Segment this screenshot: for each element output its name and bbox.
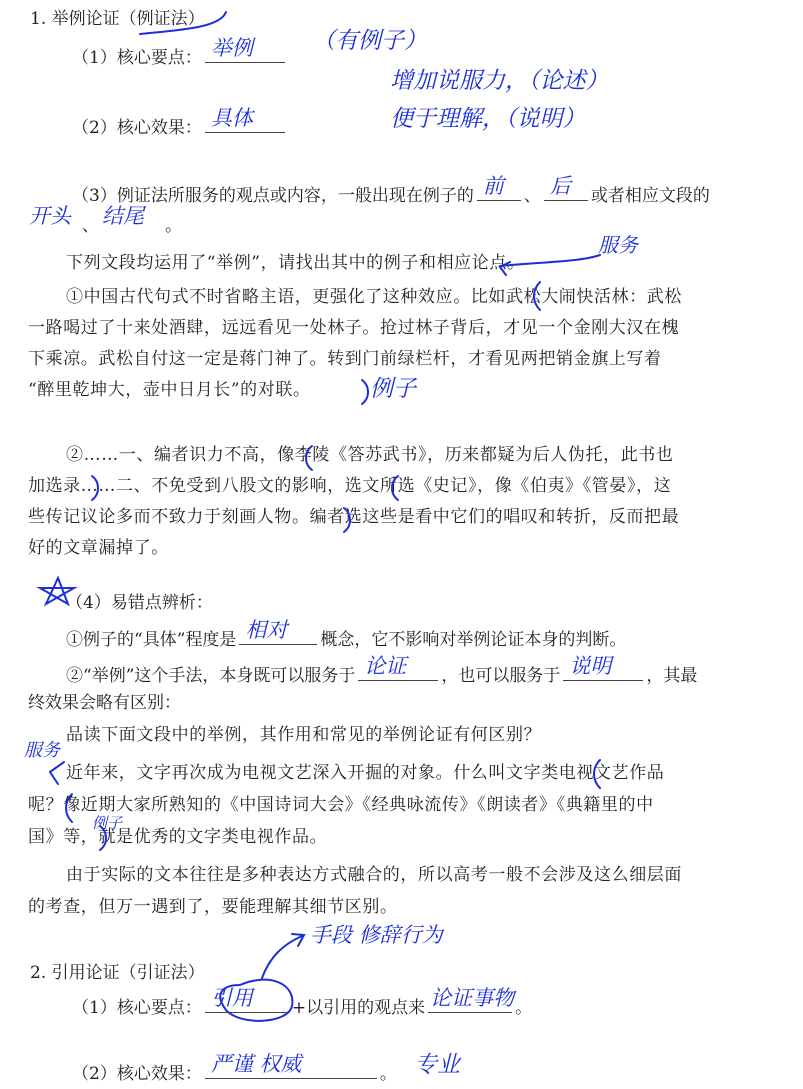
item3-end: 。 (165, 216, 182, 236)
s4-line2-mid: ，也可以服务于 (441, 666, 561, 686)
note-example-1: 例子 (370, 376, 416, 402)
s4-p-line3: 国》等，就是优秀的文字类电视作品。 (28, 827, 328, 847)
s4-line2-prefix: ②“举例”这个手法，本身既可以服务于 (66, 666, 356, 686)
s4-c-line1: 由于实际的文本往往是多种表达方式融合的，所以高考一般不会涉及这么细层面 (66, 865, 682, 885)
s4-p-line1: 近年来，文字再次成为电视文艺深入开掘的对象。什么叫文字类电视文艺作品 (66, 763, 665, 783)
s2-item1-label: （1）核心要点： (72, 998, 202, 1018)
p2-line2: 加选录……二、不免受到八股文的影响，选文所选《史记》，像《伯夷》《管晏》，这 (28, 476, 672, 496)
item3-answer3: 开头 (29, 204, 71, 228)
s4-line2-suffix: ，其最 (646, 666, 698, 686)
paren-7-mark (594, 760, 600, 788)
s2-item1-answer: 引用 (210, 986, 253, 1010)
paren-4-mark (92, 476, 98, 500)
section2-title: 2. 引用论证（引证法） (30, 963, 205, 983)
item1-note: （有例子） (312, 28, 427, 54)
item3-answer1: 前 (482, 174, 504, 198)
item3-prefix: （3）例证法所服务的观点或内容，一般出现在例子的 (72, 186, 474, 206)
s4-line1-answer: 相对 (245, 618, 288, 642)
item3-answer2: 后 (549, 174, 571, 198)
note-example-2: 例子 (92, 814, 123, 832)
p1-line1: ①中国古代句式不时省略主语，更强化了这种效应。比如武松大闹快活林：武松 (66, 287, 682, 307)
arrow-up-mark (262, 934, 304, 978)
item2-label: （2）核心效果： (72, 118, 202, 138)
s2-item2-label: （2）核心效果： (72, 1064, 202, 1084)
paren-2-mark (362, 380, 368, 404)
s4-line2-answer2: 说明 (569, 654, 612, 678)
p1-line2: 一路喝过了十来处酒肆，远远看见一处林子。抢过林子背后，才见一个金刚大汉在槐 (28, 318, 680, 338)
s4-line1-prefix: ①例子的“具体”程度是 (66, 630, 237, 650)
p1-line3: 下乘凉。武松自付这一定是蒋门神了。转到门前绿栏杆，才看见两把销金旗上写着 (28, 349, 662, 369)
paren-3-mark (306, 446, 312, 470)
s2-item2-answer: 严谨 权威 (210, 1052, 302, 1076)
paren-1-mark (534, 282, 540, 310)
paren-6-mark (344, 508, 350, 532)
s4-c-line2: 的考查，但万一遇到了，要能理解其细节区别。 (28, 897, 398, 917)
paren-8-mark (66, 794, 72, 822)
s2-item2-end: 。 (379, 1064, 397, 1084)
s4-p-line2: 呢？像近期大家所熟知的《中国诗词大会》《经典咏流传》《朗读者》《典籍里的中 (28, 795, 654, 815)
item2-answer: 具体 (210, 106, 253, 130)
star-mark (40, 578, 74, 604)
s2-item2-note: 专业 (414, 1052, 460, 1078)
passage-intro: 下列文段均运用了“举例”，请找出其中的例子和相应论点。 (66, 253, 525, 273)
s4-line1-suffix: 概念，它不影响对举例论证本身的判断。 (320, 630, 627, 650)
s2-item1-mid: +以引用的观点来 (291, 998, 426, 1018)
p2-line4: 好的文章漏掉了。 (28, 538, 169, 558)
circle-yinyong-mark (220, 980, 292, 1021)
title-underline-mark (140, 12, 226, 34)
item1-answer: 举例 (210, 36, 253, 60)
note-serve-2: 服务 (24, 740, 60, 761)
s4-question: 品读下面文段中的举例，其作用和常见的举例论证有何区别？ (66, 725, 542, 745)
section4-title: （4）易错点辨析： (66, 593, 213, 613)
s4-line3: 终效果会略有区别： (28, 693, 181, 713)
intro-arrow-mark (500, 255, 600, 275)
s2-item1-end: 。 (515, 998, 533, 1018)
item2-note1: 增加说服力，（论述） (390, 68, 609, 94)
p1-line4: “醉里乾坤大，壶中日月长”的对联。 (28, 380, 311, 400)
serve-arrow-mark (50, 762, 64, 784)
s4-line2-answer1: 论证 (364, 654, 407, 678)
section1-title: 1. 举例论证（例证法） (30, 9, 205, 29)
item3-answer4: 结尾 (102, 204, 144, 228)
note-serve-1: 服务 (598, 233, 638, 257)
p2-line1: ②……一、编者识力不高，像李陵《答苏武书》，历来都疑为后人伪托，此书也 (66, 445, 674, 465)
item2-note2: 便于理解，（说明） (390, 106, 586, 132)
section2-top-note: 手段 修辞行为 (310, 923, 443, 947)
paren-9-mark (100, 826, 106, 850)
p2-line3: 些传记议论多而不致力于刻画人物。编者选这些是看中它们的唱叹和转折，反而把最 (28, 507, 680, 527)
item1-label: （1）核心要点： (72, 48, 202, 68)
s2-item1-answer2: 论证事物 (430, 986, 515, 1010)
item3-answer3-sep: 、 (82, 216, 99, 236)
paren-5-mark (392, 476, 398, 500)
item3-sep: 、 (523, 186, 541, 206)
item3-suffix: 或者相应文段的 (590, 186, 710, 206)
